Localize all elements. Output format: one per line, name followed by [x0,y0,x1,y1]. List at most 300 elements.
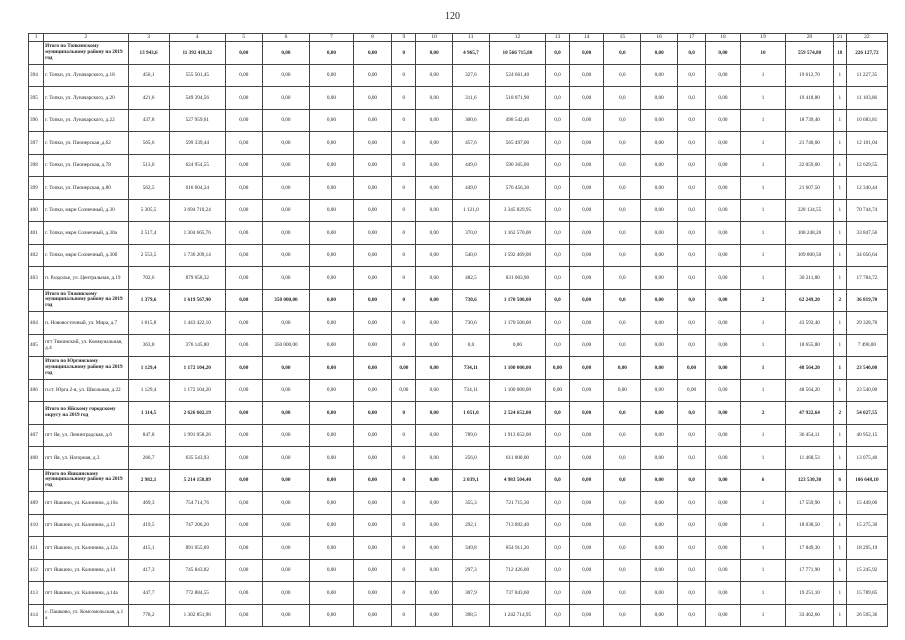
value-cell: 0,00 [706,267,741,290]
value-cell: 370,0 [453,222,490,245]
value-cell: 0,00 [569,199,604,222]
value-cell: 0,0 [546,267,570,290]
value-cell: 0,00 [641,604,678,627]
table-row [29,312,888,335]
value-cell: 1 302 851,96 [169,604,225,627]
value-cell: 17 559,90 [786,492,834,515]
value-cell: 1 015,8 [128,312,169,335]
value-cell: 745 843,82 [169,559,225,582]
value-cell: 1 [833,109,846,132]
value-cell: 307,9 [453,582,490,605]
value-cell: 0,00 [262,582,310,605]
value-cell: 0,00 [310,334,353,357]
column-number-header: 5 [225,34,262,42]
value-cell: 0,00 [225,132,262,155]
value-cell: 0,00 [310,424,353,447]
address-cell: пгт Яшкино, ул. Калинина, д.12 [44,514,128,537]
value-cell: 398,5 [453,604,490,627]
column-number-header: 6 [262,34,310,42]
row-number-cell: 395 [29,87,44,110]
value-cell: 0,00 [310,64,353,87]
value-cell: 1 [740,154,785,177]
value-cell: 0,00 [225,154,262,177]
value-cell: 1 [833,492,846,515]
value-cell: 0 [392,334,416,357]
value-cell: 449,0 [453,154,490,177]
value-cell: 0 [392,447,416,470]
value-cell: 1 242 714,95 [489,604,545,627]
value-cell: 0,00 [225,604,262,627]
value-cell: 0 [392,42,416,65]
value-cell: 1 [833,244,846,267]
value-cell: 0,00 [225,109,262,132]
value-cell: 0,00 [706,154,741,177]
value-cell: 0,0 [546,289,570,312]
value-cell: 5 305,5 [128,199,169,222]
value-cell: 1 991 058,26 [169,424,225,447]
value-cell: 0,00 [641,64,678,87]
value-cell: 2 982,1 [128,469,169,492]
table-row [29,64,888,87]
value-cell: 363,8 [128,334,169,357]
value-cell: 0,0 [678,177,706,200]
value-cell: 47 922,64 [786,402,834,425]
value-cell: 0,00 [353,267,392,290]
value-cell: 0,00 [353,447,392,470]
value-cell: 0 [392,177,416,200]
value-cell: 0,00 [416,424,453,447]
value-cell: 1 [833,537,846,560]
value-cell: 0 [392,244,416,267]
column-number-header: 4 [169,34,225,42]
row-number-cell [29,289,44,312]
column-number-header: 7 [310,34,353,42]
value-cell: 1 [740,357,785,380]
value-cell: 0,0 [604,87,641,110]
value-cell: 15 275,30 [846,514,887,537]
value-cell: 0,00 [225,199,262,222]
value-cell: 0 [392,64,416,87]
value-cell: 0,0 [546,402,570,425]
value-cell: 0,0 [546,154,570,177]
column-number-row [29,34,888,42]
value-cell: 29 328,70 [846,312,887,335]
value-cell: 0,00 [262,402,310,425]
value-cell: 109 800,50 [786,244,834,267]
value-cell: 0,00 [416,604,453,627]
value-cell: 0,00 [416,154,453,177]
value-cell: 0 [392,492,416,515]
value-cell: 0,00 [225,492,262,515]
value-cell: 0,00 [416,64,453,87]
value-cell: 0,00 [569,109,604,132]
value-cell: 0,0 [453,334,490,357]
value-cell: 831 003,90 [489,267,545,290]
value-cell: 555 501,45 [169,64,225,87]
register-table [28,33,888,627]
table-row [29,244,888,267]
value-cell: 0,00 [262,199,310,222]
value-cell: 0,00 [353,514,392,537]
value-cell: 11 227,35 [846,64,887,87]
column-number-header: 12 [489,34,545,42]
value-cell: 0,0 [546,244,570,267]
value-cell: 2 626 602,19 [169,402,225,425]
value-cell: 0,00 [641,447,678,470]
value-cell: 0,0 [604,267,641,290]
value-cell: 417,3 [128,559,169,582]
value-cell: 17 784,72 [846,267,887,290]
address-cell: пгт Яя, ул. Ленинградская, д.6 [44,424,128,447]
value-cell: 0,0 [678,334,706,357]
value-cell: 518 871,90 [489,87,545,110]
value-cell: 43 593,40 [786,312,834,335]
table-row [29,447,888,470]
value-cell: 0,0 [678,582,706,605]
value-cell: 0 [392,537,416,560]
value-cell: 1 619 567,90 [169,289,225,312]
value-cell: 1 [740,424,785,447]
value-cell: 0 [392,402,416,425]
value-cell: 0,00 [641,289,678,312]
value-cell: 498 542,40 [489,109,545,132]
value-cell: 0,00 [569,244,604,267]
value-cell: 0,0 [546,64,570,87]
value-cell: 0,00 [641,109,678,132]
value-cell: 599 339,44 [169,132,225,155]
value-cell: 0,00 [706,379,741,402]
value-cell: 4 983 504,40 [489,469,545,492]
value-cell: 12 101,04 [846,132,887,155]
value-cell: 0,00 [310,582,353,605]
address-cell: пгт Яшкино, ул. Калинина, д.14 [44,559,128,582]
value-cell: 0,00 [262,267,310,290]
value-cell: 1 [833,154,846,177]
value-cell: 0,00 [416,514,453,537]
value-cell: 1 114,5 [128,402,169,425]
value-cell: 226 127,72 [846,42,887,65]
value-cell: 2 039,1 [453,469,490,492]
value-cell: 0,00 [569,447,604,470]
value-cell: 0,0 [678,492,706,515]
value-cell: 0,00 [310,537,353,560]
value-cell: 0,0 [604,109,641,132]
value-cell: 0,0 [678,424,706,447]
value-cell: 0,00 [262,222,310,245]
value-cell: 18 739,40 [786,109,834,132]
value-cell: 0,00 [546,379,570,402]
value-cell: 1 [833,357,846,380]
value-cell: 0,0 [604,537,641,560]
value-cell: 0,00 [392,379,416,402]
value-cell: 0,00 [678,379,706,402]
value-cell: 0,00 [678,357,706,380]
value-cell: 0,00 [353,132,392,155]
value-cell: 0,00 [706,109,741,132]
value-cell: 0,00 [706,199,741,222]
value-cell: 0,0 [604,402,641,425]
value-cell: 0,00 [641,402,678,425]
value-cell: 6 [740,469,785,492]
value-cell: 0,00 [225,267,262,290]
value-cell: 0,0 [678,469,706,492]
value-cell: 12 340,44 [846,177,887,200]
value-cell: 0,0 [678,559,706,582]
value-cell: 18 [833,42,846,65]
value-cell: 0 [392,469,416,492]
value-cell: 0,00 [353,87,392,110]
value-cell: 0,00 [353,357,392,380]
value-cell: 33 462,60 [786,604,834,627]
value-cell: 30 211,80 [786,267,834,290]
value-cell: 0,00 [641,132,678,155]
value-cell: 0 [392,132,416,155]
value-cell: 1 [833,604,846,627]
value-cell: 0,00 [706,312,741,335]
value-cell: 5 214 158,89 [169,469,225,492]
value-cell: 1 [740,222,785,245]
value-cell: 0,0 [546,424,570,447]
value-cell: 2 553,5 [128,244,169,267]
value-cell: 0,00 [310,447,353,470]
value-cell: 0,0 [678,402,706,425]
value-cell: 106 648,10 [846,469,887,492]
value-cell: 1 [833,222,846,245]
value-cell: 0,00 [641,334,678,357]
value-cell: 1 [833,424,846,447]
address-cell: пгт Яшкино, ул. Калинина, д.10а [44,492,128,515]
value-cell: 0,00 [353,154,392,177]
value-cell: 1 [833,582,846,605]
value-cell: 0,00 [706,514,741,537]
value-cell: 1 [740,334,785,357]
value-cell: 1 [740,177,785,200]
value-cell: 21 740,00 [786,132,834,155]
value-cell: 0,00 [353,109,392,132]
value-cell: 0,0 [604,424,641,447]
subtotal-row [29,42,888,65]
address-cell: г. Топки, мкрн Солнечный, д.30б [44,244,128,267]
value-cell: 0,0 [604,244,641,267]
value-cell: 1 [833,514,846,537]
value-cell: 18 295,19 [846,537,887,560]
value-cell: 1 [740,492,785,515]
value-cell: 0 [392,289,416,312]
value-cell: 0,00 [353,244,392,267]
row-number-cell: 406 [29,379,44,402]
row-number-cell: 414 [29,604,44,627]
value-cell: 1 [740,267,785,290]
value-cell: 355,3 [453,492,490,515]
value-cell: 565 497,00 [489,132,545,155]
value-cell: 1 [740,244,785,267]
value-cell: 0,0 [604,604,641,627]
value-cell: 0,00 [641,177,678,200]
value-cell: 0,00 [641,424,678,447]
table-row [29,424,888,447]
value-cell: 1 [833,379,846,402]
value-cell: 2 [833,289,846,312]
value-cell: 3 345 829,95 [489,199,545,222]
value-cell: 0,00 [416,177,453,200]
value-cell: 1 443 422,10 [169,312,225,335]
value-cell: 0,00 [641,379,678,402]
value-cell: 789,0 [453,424,490,447]
value-cell: 0,00 [225,379,262,402]
value-cell: 0,00 [310,42,353,65]
value-cell: 1 172 104,20 [169,379,225,402]
value-cell: 0,00 [310,514,353,537]
value-cell: 0,0 [546,177,570,200]
value-cell: 0,00 [569,604,604,627]
value-cell: 730,6 [453,289,490,312]
value-cell: 1 100 000,00 [489,379,545,402]
value-cell: 854 911,20 [489,537,545,560]
row-number-cell: 404 [29,312,44,335]
column-number-header: 11 [453,34,490,42]
value-cell: 311,6 [453,87,490,110]
value-cell: 0,0 [546,334,570,357]
value-cell: 48 564,20 [786,379,834,402]
value-cell: 0,00 [641,222,678,245]
column-number-header: 2 [44,34,128,42]
value-cell: 1 [833,199,846,222]
value-cell: 0,00 [225,357,262,380]
value-cell: 0,0 [546,604,570,627]
value-cell: 0,00 [225,312,262,335]
row-number-cell: 402 [29,244,44,267]
value-cell: 0,00 [416,132,453,155]
address-cell: Итого по Юргинскому муниципальному району на 2019 год [44,357,128,380]
row-number-cell: 407 [29,424,44,447]
value-cell: 0,00 [706,42,741,65]
value-cell: 0,00 [353,402,392,425]
value-cell: 0,00 [225,87,262,110]
table-row [29,537,888,560]
value-cell: 0,00 [569,379,604,402]
value-cell: 0,00 [416,379,453,402]
value-cell: 0,0 [678,267,706,290]
value-cell: 123 530,30 [786,469,834,492]
value-cell: 6 [833,469,846,492]
value-cell: 0,00 [706,604,741,627]
row-number-cell: 410 [29,514,44,537]
address-cell: г. Топки, ул. Пионерская, д.80 [44,177,128,200]
value-cell: 0,00 [641,559,678,582]
value-cell: 879 058,32 [169,267,225,290]
value-cell: 0,00 [604,379,641,402]
value-cell: 0,00 [416,312,453,335]
value-cell: 0,00 [353,312,392,335]
value-cell: 0,00 [604,357,641,380]
column-number-header: 21 [833,34,846,42]
value-cell: 0,0 [678,447,706,470]
value-cell: 0,0 [604,154,641,177]
value-cell: 0,00 [489,334,545,357]
address-cell: г. Топки, мкрн Солнечный, д.30 [44,199,128,222]
value-cell: 0,0 [678,514,706,537]
value-cell: 549 394,56 [169,87,225,110]
column-number-header: 10 [416,34,453,42]
table-row [29,379,888,402]
address-cell: пгт Тяжинский, ул. Коммунальная, д.4 [44,334,128,357]
value-cell: 524 661,40 [489,64,545,87]
value-cell: 12 629,55 [846,154,887,177]
value-cell: 54 027,55 [846,402,887,425]
value-cell: 590 365,00 [489,154,545,177]
value-cell: 0,00 [262,244,310,267]
value-cell: 0 [392,154,416,177]
value-cell: 17 771,90 [786,559,834,582]
value-cell: 0,00 [225,177,262,200]
value-cell: 0,00 [262,177,310,200]
value-cell: 0,00 [641,537,678,560]
value-cell: 1 736 209,14 [169,244,225,267]
value-cell: 11 468,53 [786,447,834,470]
value-cell: 40 952,15 [846,424,887,447]
value-cell: 297,3 [453,559,490,582]
value-cell: 0,00 [262,537,310,560]
value-cell: 0,0 [546,447,570,470]
value-cell: 1 [833,559,846,582]
value-cell: 0,00 [416,87,453,110]
value-cell: 0,00 [569,559,604,582]
value-cell: 1 [740,447,785,470]
value-cell: 0,00 [225,244,262,267]
value-cell: 712 426,00 [489,559,545,582]
value-cell: 0,00 [416,537,453,560]
value-cell: 624 954,55 [169,154,225,177]
value-cell: 0,00 [353,469,392,492]
value-cell: 0,00 [706,447,741,470]
value-cell: 0,00 [262,132,310,155]
value-cell: 456,1 [128,64,169,87]
value-cell: 635 543,93 [169,447,225,470]
value-cell: 734,11 [453,379,490,402]
value-cell: 565,6 [128,132,169,155]
value-cell: 0,00 [262,109,310,132]
value-cell: 4 965,7 [453,42,490,65]
value-cell: 0,0 [678,289,706,312]
value-cell: 11 392 418,32 [169,42,225,65]
value-cell: 0,00 [392,357,416,380]
row-number-cell: 409 [29,492,44,515]
value-cell: 0,00 [310,402,353,425]
value-cell: 0,00 [416,244,453,267]
value-cell: 36 819,70 [846,289,887,312]
value-cell: 0,00 [641,244,678,267]
value-cell: 0,00 [262,42,310,65]
column-number-header: 8 [353,34,392,42]
value-cell: 1 [833,312,846,335]
value-cell: 0,00 [225,222,262,245]
value-cell: 0,00 [353,492,392,515]
value-cell: 0,00 [641,87,678,110]
value-cell: 0,0 [678,87,706,110]
value-cell: 1 [833,132,846,155]
row-number-cell [29,357,44,380]
value-cell: 0,00 [706,492,741,515]
row-number-cell: 401 [29,222,44,245]
page-number: 120 [445,11,460,22]
row-number-cell: 408 [29,447,44,470]
value-cell: 0,00 [225,289,262,312]
value-cell: 1 100 000,00 [489,357,545,380]
value-cell: 15 789,85 [846,582,887,605]
address-cell: п. Нововосточный, ул. Мира, д.7 [44,312,128,335]
value-cell: 0,00 [353,604,392,627]
table-row [29,604,888,627]
